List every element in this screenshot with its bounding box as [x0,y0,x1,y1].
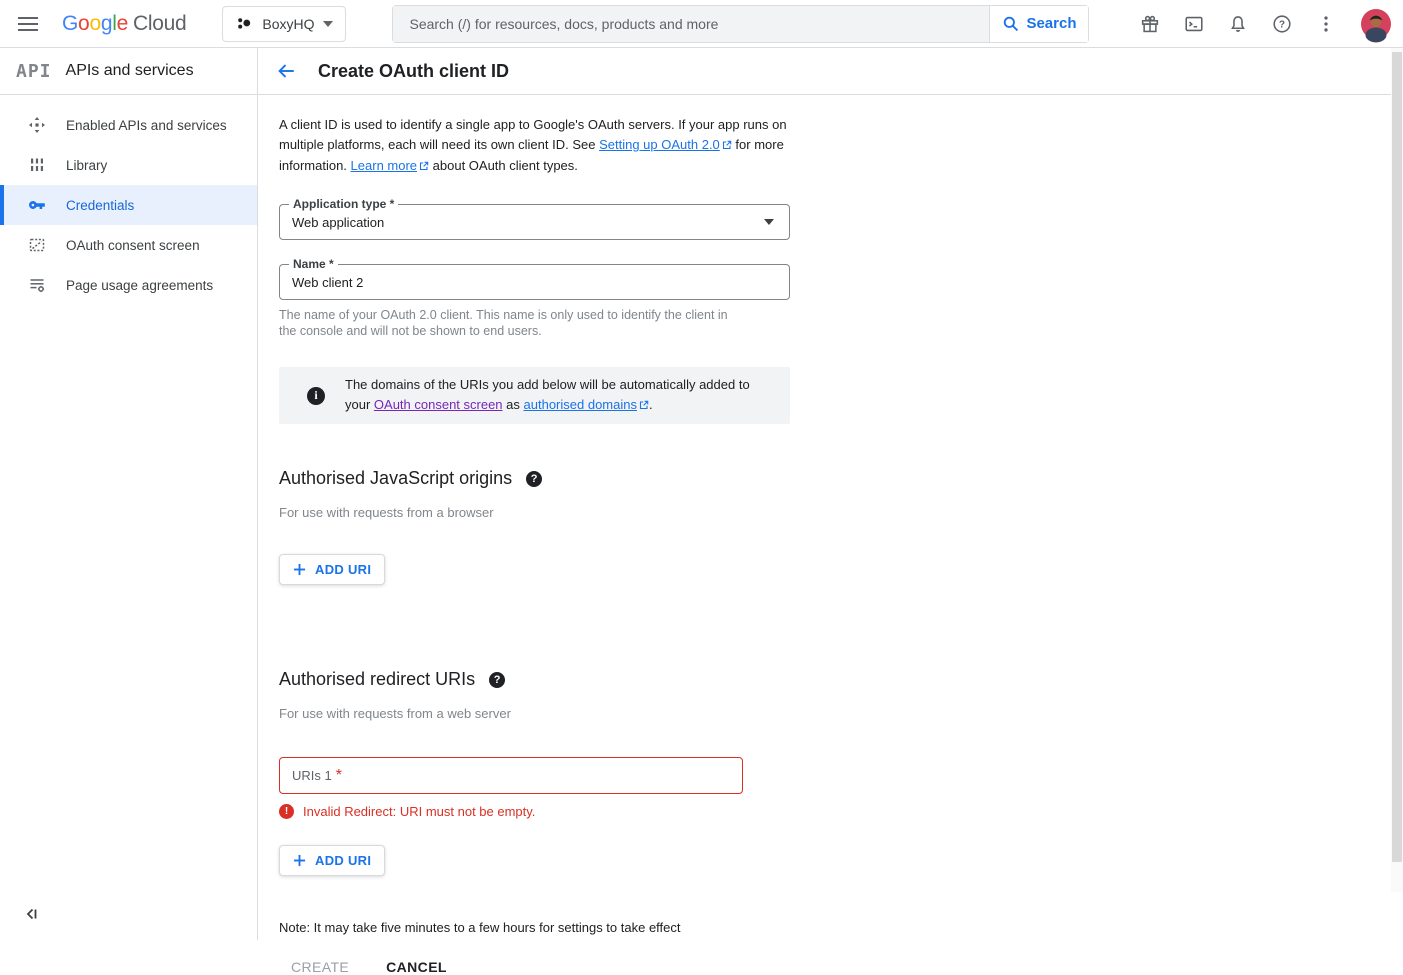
application-type-label: Application type * [289,197,398,211]
origins-section-heading [279,468,1403,489]
boxyhq-logo-icon [235,15,253,33]
sidebar-item-label: Library [66,157,108,173]
redirects-section-title: Authorised redirect URIs [279,669,476,689]
application-type-select[interactable] [279,197,790,240]
page-title: Create OAuth client ID [318,60,510,81]
name-input[interactable] [292,275,777,290]
redirects-section-heading [279,669,1403,690]
create-button[interactable]: CREATE [291,959,350,975]
sidebar [0,48,258,940]
sidebar-item-label: Credentials [66,197,135,213]
info-box-text [345,375,774,416]
help-icon[interactable] [1265,7,1299,41]
plus-icon [293,563,306,576]
sidebar-item-credentials[interactable] [0,185,257,225]
logo-cloud-text: Cloud [132,11,187,35]
sidebar-item-library[interactable] [0,145,257,185]
info-text: . [648,397,653,412]
logo-letter: G [62,11,79,35]
name-helper-text: The name of your OAuth 2.0 client. This name is only used to identify the client in the console and will not be shown to end users. [279,308,728,338]
search-button-label: Search [1026,15,1077,32]
project-name: BoxyHQ [262,15,315,32]
key-icon [28,196,46,214]
intro-text: for more information. [279,137,784,173]
avatar[interactable] [1361,9,1391,39]
form-content [258,95,1403,975]
plus-icon [293,854,306,867]
sidebar-item-label: OAuth consent screen [66,237,200,253]
topbar-actions [1133,7,1403,41]
collapse-sidebar-icon[interactable] [18,902,46,926]
more-vertical-icon[interactable] [1309,7,1343,41]
name-field-label: Name * [289,257,338,271]
svg-text:?: ? [1278,19,1286,31]
add-redirect-uri-button[interactable] [279,845,385,876]
list-gear-icon [28,276,46,294]
scrollbar-thumb[interactable] [1392,52,1402,862]
logo-letter: l [112,11,117,35]
setting-up-oauth-link[interactable]: Setting up OAuth 2.0 [599,137,720,152]
page-header [258,48,1403,95]
logo-letter: o [78,11,90,35]
sidebar-header [0,48,257,95]
sidebar-item-oauth-consent[interactable] [0,225,257,265]
authorised-domains-link[interactable]: authorised domains [523,397,637,412]
search-icon [1002,15,1019,32]
add-uri-label: ADD URI [315,562,372,577]
enabled-apis-icon [28,116,46,134]
intro-paragraph [279,115,790,177]
help-circle-icon[interactable]: ? [489,672,505,688]
intro-text: A client ID is used to identify a single app to Google's OAuth servers. If your app runs on multiple platforms, each will need its own client ID. See [279,117,787,152]
external-link-icon [419,157,429,177]
chevron-down-icon [323,21,333,27]
sidebar-item-label: Page usage agreements [66,277,214,293]
redirect-uri-input[interactable] [279,757,743,794]
info-text: The domains of the URIs you add below will be automatically added to your [345,377,750,412]
top-bar [0,0,1403,48]
info-icon: i [307,387,325,405]
intro-text: about OAuth client types. [429,158,578,173]
origins-subtitle: For use with requests from a browser [279,505,494,520]
search-input[interactable] [393,6,989,42]
sidebar-nav [0,95,257,305]
library-icon [28,156,46,174]
external-link-icon [722,136,732,156]
form-actions [279,959,1403,975]
application-type-value: Web application [292,214,385,230]
scrollbar-track[interactable] [1391,48,1403,892]
chevron-down-icon [764,219,774,225]
search-bar [392,5,1089,43]
notifications-bell-icon[interactable] [1221,7,1255,41]
info-text: as [502,397,524,412]
sidebar-item-page-usage[interactable] [0,265,257,305]
sidebar-item-label: Enabled APIs and services [66,117,227,133]
help-circle-icon[interactable]: ? [526,471,542,487]
uri-field-label: URIs 1 [292,768,332,783]
add-uri-label: ADD URI [315,853,372,868]
name-field [279,257,790,300]
validation-error [279,804,1403,819]
project-selector[interactable] [222,6,346,42]
logo-letter: e [116,11,128,35]
api-product-logo: API [16,60,52,82]
cancel-button[interactable]: CANCEL [386,959,447,975]
hamburger-menu-icon[interactable] [8,4,48,44]
sidebar-item-enabled-apis[interactable] [0,105,257,145]
google-cloud-logo[interactable] [62,12,186,36]
logo-letter: o [89,11,101,35]
oauth-consent-icon [28,236,46,254]
back-arrow-icon[interactable] [274,59,298,83]
search-button[interactable] [989,6,1088,42]
redirects-subtitle: For use with requests from a web server [279,706,511,721]
info-box [279,367,790,424]
sidebar-title: APIs and services [65,62,194,79]
error-message: Invalid Redirect: URI must not be empty. [303,804,536,819]
gift-icon[interactable] [1133,7,1167,41]
learn-more-link[interactable]: Learn more [350,158,418,173]
error-icon: ! [279,804,294,819]
main-area [258,48,1403,975]
settings-note: Note: It may take five minutes to a few hours for settings to take effect [279,920,681,935]
external-link-icon [639,396,649,416]
oauth-consent-screen-link[interactable]: OAuth consent screen [373,397,503,412]
logo-letter: g [100,11,113,35]
origins-section-title: Authorised JavaScript origins [279,468,513,488]
required-asterisk: * [335,766,342,784]
add-origin-uri-button[interactable] [279,554,385,585]
cloud-shell-icon[interactable] [1177,7,1211,41]
